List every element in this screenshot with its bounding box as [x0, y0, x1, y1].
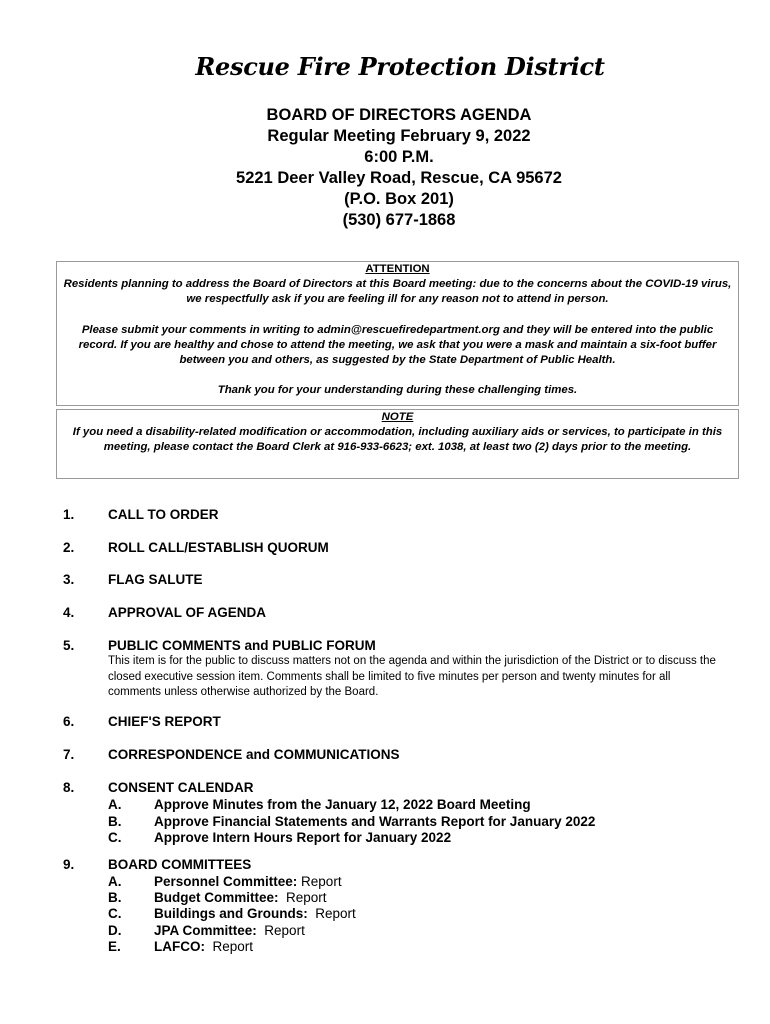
note-title: NOTE — [381, 411, 414, 423]
item-title: CALL TO ORDER — [108, 507, 219, 522]
item-title: CHIEF'S REPORT — [108, 714, 221, 729]
subitem-letter: C. — [108, 906, 122, 921]
po-box: (P.O. Box 201) — [344, 190, 454, 208]
subitem-letter: D. — [108, 923, 122, 938]
committee-report: Report — [286, 890, 327, 905]
subitem-text: Approve Intern Hours Report for January 2022 — [154, 830, 452, 845]
item-number: 2. — [63, 540, 75, 555]
subitem-letter: B. — [108, 890, 122, 905]
item-title: CONSENT CALENDAR — [108, 780, 254, 795]
committee-report: Report — [315, 906, 356, 921]
committee-report: Report — [264, 923, 305, 938]
item-title: FLAG SALUTE — [108, 572, 203, 587]
item-title: BOARD COMMITTEES — [108, 857, 252, 872]
note-text: If you need a disability-related modification or accommodation, including auxiliary aids or services, to participate in this meeting, please contact the Board Clerk at 916-933-6623; ext. 1038, at least two (2) days prior to the meeting. — [72, 426, 723, 454]
attention-title: ATTENTION — [365, 263, 430, 275]
item-number: 9. — [63, 857, 75, 872]
subitem-letter: A. — [108, 874, 122, 889]
item-title: PUBLIC COMMENTS and PUBLIC FORUM — [108, 638, 376, 653]
item-description: This item is for the public to discuss matters not on the agenda and within the jurisdiction of the District or to discuss the closed executive session item. Comments shall be limited to five minutes per person and twenty minutes for all comments unless otherwise authorized by the Board. — [108, 655, 716, 698]
item-number: 5. — [63, 638, 75, 653]
committee-report: Report — [301, 874, 342, 889]
attention-paragraph-1: Residents planning to address the Board of Directors at this Board meeting: due to the concerns about the COVID-19 virus, we respectfully ask if you are feeling ill for any reason not to attend in person. — [63, 278, 732, 306]
committee-report: Report — [212, 939, 254, 954]
agenda-heading: BOARD OF DIRECTORS AGENDA — [266, 106, 532, 124]
committee-name: Buildings and Grounds: — [154, 906, 308, 921]
subitem-letter: A. — [108, 797, 122, 812]
phone-number: (530) 677-1868 — [342, 211, 456, 229]
item-number: 6. — [63, 714, 75, 729]
item-number: 8. — [63, 780, 75, 795]
item-title: CORRESPONDENCE and COMMUNICATIONS — [108, 747, 400, 762]
item-number: 3. — [63, 572, 75, 587]
committee-name: Budget Committee: — [154, 890, 279, 905]
agenda-header — [0, 105, 770, 231]
attention-paragraph-3: Thank you for your understanding during these challenging times. — [217, 384, 578, 397]
item-title: ROLL CALL/ESTABLISH QUORUM — [108, 540, 329, 555]
subitem-letter: E. — [108, 939, 121, 954]
meeting-time: 6:00 P.M. — [364, 148, 434, 166]
item-number: 1. — [63, 507, 75, 522]
subitem-letter: C. — [108, 830, 122, 845]
committee-name: Personnel Committee: — [154, 874, 298, 889]
attention-paragraph-2: Please submit your comments in writing to admin@rescuefiredepartment.org and they will be entered into the public record. If you are healthy and chose to attend the meeting, we ask that you were a mask and maintain a six-foot buffer between you and others, as suggested by the State Department of Public Health. — [78, 323, 717, 367]
subitem-text: Approve Minutes from the January 12, 2022 Board Meeting — [154, 797, 531, 812]
meeting-address: 5221 Deer Valley Road, Rescue, CA 95672 — [236, 169, 562, 187]
organization-title: Rescue Fire Protection District — [195, 52, 605, 81]
attention-box — [56, 261, 739, 406]
subitem-letter: B. — [108, 814, 122, 829]
committee-name: JPA Committee: — [154, 923, 257, 938]
subitem-text: Approve Financial Statements and Warrants Report for January 2022 — [154, 814, 596, 829]
item-number: 4. — [63, 605, 75, 620]
committee-name: LAFCO: — [154, 939, 205, 954]
item-title: APPROVAL OF AGENDA — [108, 605, 267, 620]
note-box — [56, 409, 739, 479]
item-number: 7. — [63, 747, 75, 762]
meeting-date: Regular Meeting February 9, 2022 — [267, 127, 531, 145]
